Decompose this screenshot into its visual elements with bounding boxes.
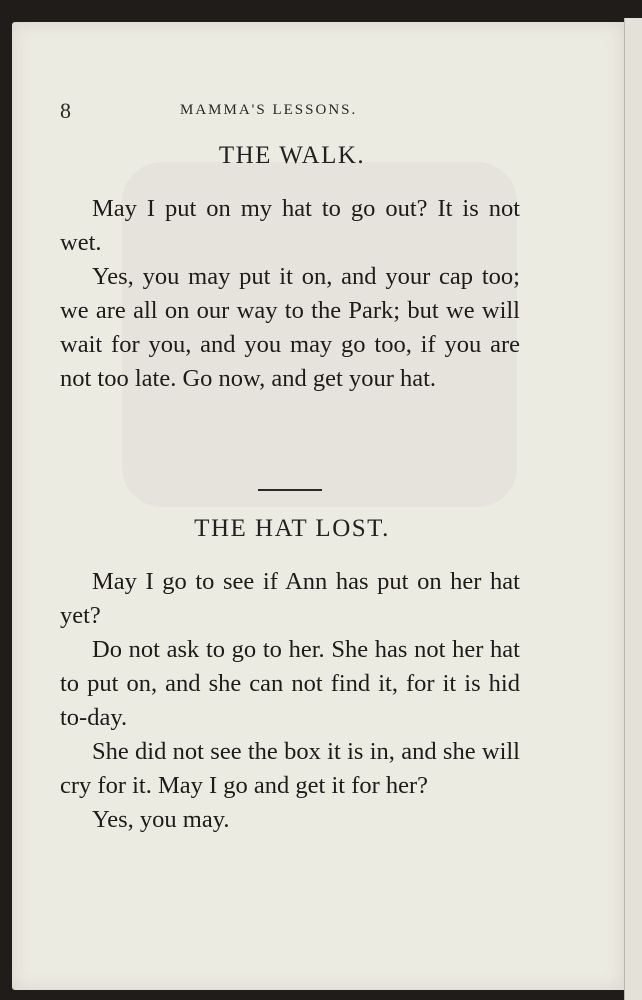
section-title-the-hat-lost: THE HAT LOST.	[194, 515, 390, 542]
section-body-the-hat-lost	[60, 565, 520, 837]
next-page-edge	[624, 18, 642, 1000]
paragraph: Do not ask to go to her. She has not her hat to put on, and she can not find it, for it is hid to-day.	[60, 636, 520, 731]
paragraph: Yes, you may.	[92, 806, 230, 833]
page-header	[60, 98, 510, 122]
paragraph: May I go to see if Ann has put on her hat yet?	[60, 568, 520, 629]
section-title-the-walk: THE WALK.	[218, 142, 366, 169]
section-body-the-walk	[60, 192, 520, 396]
section-divider	[258, 489, 322, 491]
paragraph: She did not see the box it is in, and she will cry for it. May I go and get it for her?	[60, 738, 520, 799]
book-page	[12, 22, 624, 990]
paragraph: Yes, you may put it on, and your cap too; we are all on our way to the Park; but we will wait for you, and you may go too, if you are not too late. Go now, and get your hat.	[60, 263, 520, 392]
running-title: MAMMA'S LESSONS.	[180, 102, 358, 118]
paragraph: May I put on my hat to go out? It is not wet.	[60, 195, 520, 256]
page-number: 8	[60, 98, 71, 123]
